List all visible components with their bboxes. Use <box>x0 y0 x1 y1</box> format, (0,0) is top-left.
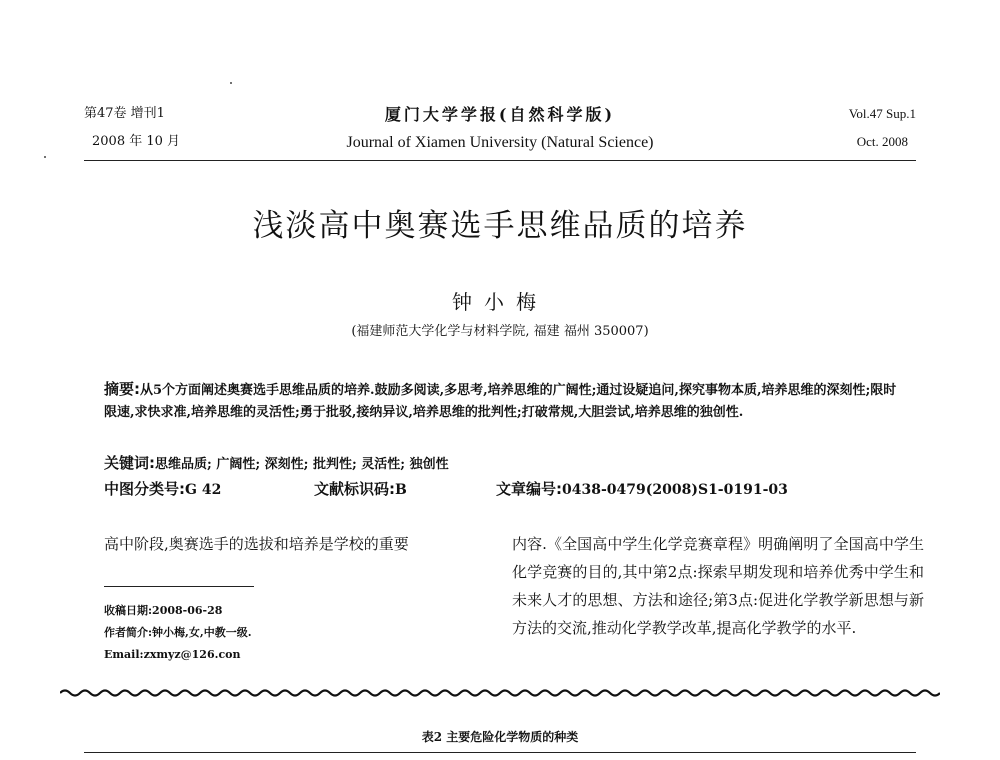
keywords-text: 思维品质; 广阔性; 深刻性; 批判性; 灵活性; 独创性 <box>155 457 449 472</box>
table-top-rule <box>84 752 916 753</box>
doc-code-label: 文献标识码: <box>314 480 395 498</box>
date-en: Oct. 2008 <box>856 134 908 149</box>
keywords-label: 关键词: <box>104 454 155 472</box>
journal-title-en: Journal of Xiamen University (Natural Science) <box>346 134 654 151</box>
article-number-group <box>496 478 788 501</box>
received-date: 收稿日期:2008-06-28 <box>104 604 223 617</box>
abstract-label: 摘要: <box>104 380 140 398</box>
footnote <box>104 600 252 666</box>
wavy-page-divider <box>60 686 940 700</box>
table-caption: 表2 主要危险化学物质的种类 <box>421 730 579 744</box>
doc-code-group <box>314 478 407 501</box>
clc-group <box>104 478 221 501</box>
journal-name-block <box>300 104 700 154</box>
article-number-label: 文章编号: <box>496 480 562 498</box>
body-left-column: 高中阶段,奥赛选手的选拔和培养是学校的重要 <box>104 535 409 553</box>
volume-cn: 第47卷 增刊1 <box>84 106 165 121</box>
clc-value: G 42 <box>185 482 222 498</box>
header-issue-block <box>849 104 916 152</box>
doc-code-value: B <box>395 482 407 498</box>
article-title: 浅淡高中奥赛选手思维品质的培养 <box>252 208 748 244</box>
article-number-value: 0438-0479(2008)S1-0191-03 <box>562 482 788 498</box>
volume-en: Vol.47 Sup.1 <box>848 106 916 121</box>
journal-title-cn: 厦门大学学报(自然科学版) <box>384 105 616 124</box>
author-bio: 作者简介:钟小梅,女,中教一级. <box>104 626 252 639</box>
scan-speck <box>44 156 46 158</box>
footnote-rule <box>104 586 254 587</box>
clc-label: 中图分类号: <box>104 480 185 498</box>
author-affiliation: (福建师范大学化学与材料学院, 福建 福州 350007) <box>351 324 649 339</box>
header-rule <box>84 160 916 161</box>
body-right-column: 内容.《全国高中学生化学竞赛章程》明确阐明了全国高中学生化学竞赛的目的,其中第2点:探索早期发现和培养优秀中学生和未来人才的思想、方法和途径;第3点:促进化学教学新思想与新方法的交流,推动化学教学改革,提高化学教学的水平. <box>512 535 924 637</box>
author-email: Email:zxmyz@126.con <box>104 648 241 661</box>
keywords <box>104 452 904 476</box>
date-cn: 2008 年 10 月 <box>92 134 181 149</box>
header-volume-block <box>84 104 180 152</box>
abstract-text: 从5个方面阐述奥赛选手思维品质的培养.鼓励多阅读,多思考,培养思维的广阔性;通过设疑追问,探究事物本质,培养思维的深刻性;限时限速,求快求准,培养思维的灵活性;勇于批驳,接纳异议,培养思维的批判性;打破常规,大胆尝试,培养思维的独创性. <box>104 383 897 420</box>
scan-speck <box>230 82 232 84</box>
author-name: 钟小梅 <box>452 290 548 314</box>
abstract <box>104 378 904 424</box>
